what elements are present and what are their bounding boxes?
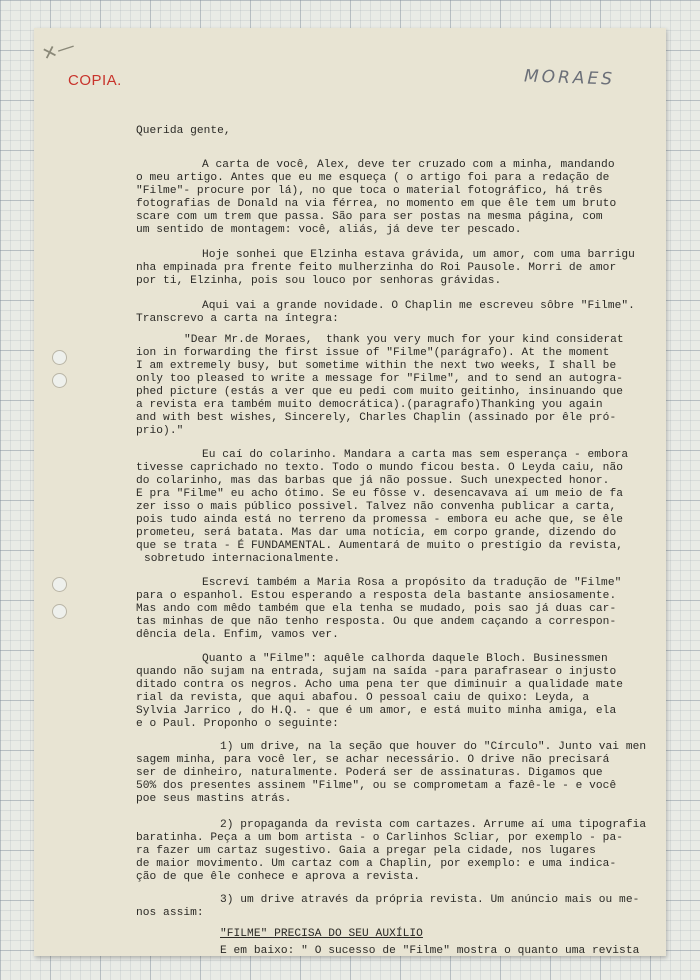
quote-line: I am extremely busy, but sometime within the next two weeks, I shall be (136, 360, 617, 372)
letter-line: nha empinada pra frente feito mulherzinha do Roi Pausole. Morri de amor (136, 262, 617, 274)
letter-line: ção de que êle conhece e aprova a revista. (136, 871, 421, 883)
letter-line: E pra "Filme" eu acho ótimo. Se eu fôsse v. desencavava aí um meio de fa (136, 488, 623, 500)
letter-line: quando não sujam na entrada, sujam na saída -para parafrasear o injusto (136, 666, 617, 678)
letter-line: scare com um trem que passa. São para ser postas na mesma página, com (136, 211, 603, 223)
letter-line: Sylvia Jarrico , do H.Q. - que é um amor, e está muito minha amiga, ela (136, 705, 617, 717)
letter-line: para o espanhol. Estou esperando a resposta dela bastante ansiosamente. (136, 590, 617, 602)
letter-line: que se trata - É FUNDAMENTAL. Aumentará de muito o prestígio da revista, (136, 540, 623, 552)
letter-line: 2) propaganda da revista com cartazes. Arrume aí uma tipografia (220, 819, 647, 831)
punch-hole (52, 604, 67, 619)
punch-hole (52, 373, 67, 388)
letter-line: e o Paul. Proponho o seguinte: (136, 718, 339, 730)
quote-line: phed picture (estás a ver que eu pedi com muito geitinho, insinuando que (136, 386, 623, 398)
letter-line: ditado contra os negros. Acho uma pena ter que diminuir a qualidade mate (136, 679, 623, 691)
ad-heading: "FILME" PRECISA DO SEU AUXÍLIO (220, 928, 423, 940)
letter-line: Eu caí do colarinho. Mandara a carta mas sem esperança - embora (202, 449, 629, 461)
quote-line: only too pleased to write a message for "Filme", and to send an autogra- (136, 373, 623, 385)
letter-line: tivesse caprichado no texto. Todo o mundo ficou besta. O Leyda caiu, não (136, 462, 623, 474)
letter-line: tas minhas de que não tenho resposta. Ou que andem caçando a correspon- (136, 616, 617, 628)
letter-line: zer isso o mais público possivel. Talvez não convenha publicar a carta, (136, 501, 617, 513)
letter-line: 3) um drive através da própria revista. Um anúncio mais ou me- (220, 894, 640, 906)
letter-line: dência dela. Enfim, vamos ver. (136, 629, 339, 641)
letter-line: A carta de você, Alex, deve ter cruzado com a minha, mandando (202, 159, 615, 171)
letter-line: um sentido de montagem: você, aliás, já deve ter pescado. (136, 224, 522, 236)
quote-line: "Dear Mr.de Moraes, thank you very much for your kind considerat (184, 334, 624, 346)
letter-line: sagem minha, para você ler, se achar necessário. O drive não precisará (136, 754, 610, 766)
letter-line: baratinha. Peça a um bom artista - o Carlinhos Scliar, por exemplo - pa- (136, 832, 623, 844)
letter-line: prometeu, será batata. Mas dar uma notícia, em corpo grande, dizendo do (136, 527, 617, 539)
letter-line: ser de dinheiro, naturalmente. Poderá ser de assinaturas. Digamos que (136, 767, 603, 779)
letter-line: Quanto a "Filme": aquêle calhorda daquele Bloch. Businessmen (202, 653, 608, 665)
quote-line: prio)." (136, 425, 184, 437)
letter-line: pois tudo ainda está no terreno da promessa - embora eu ache que, se êle (136, 514, 623, 526)
quote-line: ion in forwarding the first issue of "Filme"(parágrafo). At the moment (136, 347, 610, 359)
punch-hole (52, 350, 67, 365)
letter-line: Aqui vai a grande novidade. O Chaplin me escreveu sôbre "Filme". (202, 300, 635, 312)
quote-line: a revista era também muito democrática).(paragrafo)Thanking you again (136, 399, 603, 411)
letter-line: de maior movimento. Um cartaz com a Chaplin, por exemplo: e uma indica- (136, 858, 617, 870)
letter-line: ra fazer um cartaz sugestivo. Gaia a pregar pela cidade, nos lugares (136, 845, 596, 857)
letter-line: "Filme"- procure por lá), no que toca o material fotográfico, há três (136, 185, 603, 197)
salutation: Querida gente, (136, 125, 231, 137)
letter-line: Transcrevo a carta na íntegra: (136, 313, 339, 325)
letter-line: sobretudo internacionalmente. (144, 553, 341, 565)
letter-line: nos assim: (136, 907, 204, 919)
copy-stamp: COPIA. (68, 72, 122, 89)
letter-line: poe seus mastins atrás. (136, 793, 292, 805)
letter-line: 50% dos presentes assinem "Filme", ou se comprometam a fazê-le - e você (136, 780, 617, 792)
letter-line: o meu artigo. Antes que eu me esqueça ( o artigo foi para a redação de (136, 172, 610, 184)
letter-line: E em baixo: " O sucesso de "Filme" mostra o quanto uma revista (220, 945, 640, 956)
quote-line: and with best wishes, Sincerely, Charles Chaplin (assinado por êle pró- (136, 412, 617, 424)
punch-hole (52, 577, 67, 592)
letter-line: Mas ando com mêdo também que ela tenha se mudado, pois sao já duas car- (136, 603, 617, 615)
letter-line: por ti, Elzinha, pois sou louco por senhoras grávidas. (136, 275, 502, 287)
letter-sheet (34, 28, 666, 956)
letter-line: rial da revista, que aqui abafou. O pessoal caiu de quixo: Leyda, a (136, 692, 590, 704)
letter-line: 1) um drive, na la seção que houver do "Círculo". Junto vai men (220, 741, 647, 753)
letter-line: Escreví também a Maria Rosa a propósito da tradução de "Filme" (202, 577, 622, 589)
letter-line: Hoje sonhei que Elzinha estava grávida, um amor, com uma barrigu (202, 249, 635, 261)
letter-line: fotografias de Donald na via férrea, no momento em que êle tem um bruto (136, 198, 617, 210)
letter-line: do colarinho, mas das barbas que já não possue. Such unexpected honor. (136, 475, 610, 487)
pencil-annotation: MORAES (523, 66, 616, 90)
pencil-corner-mark: ✕— (39, 35, 78, 66)
